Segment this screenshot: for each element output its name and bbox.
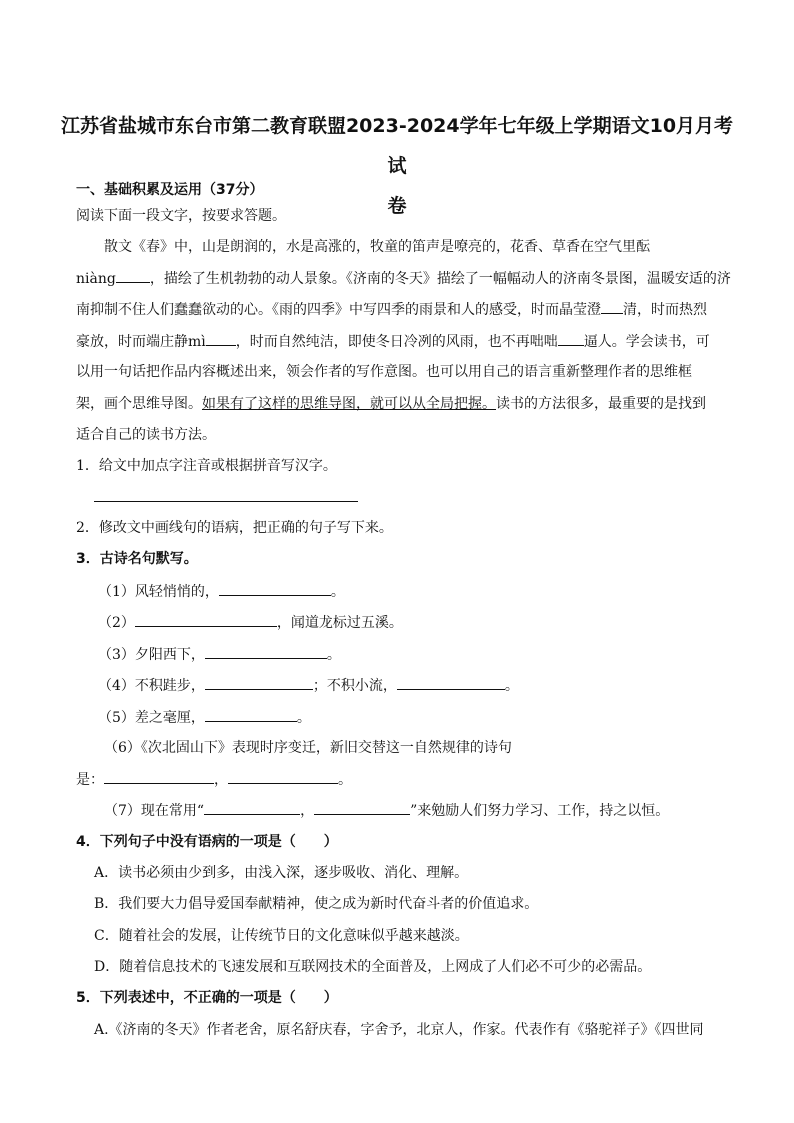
- q3-item-5: [98, 707, 311, 728]
- q5-option-a[interactable]: A.《济南的冬天》作者老舍，原名舒庆春，字舍予，北京人，作家。代表作有《骆驼祥子》《四世同: [94, 1022, 704, 1038]
- q3-item-7-end: ”来勉励人们努力学习、工作，持之以恒。: [410, 803, 670, 819]
- q3-item-6-answer: [76, 769, 352, 790]
- q3-blank-2[interactable]: [135, 612, 277, 627]
- q3-blank-3[interactable]: [205, 644, 327, 659]
- question-3: 3．古诗名句默写。: [76, 551, 198, 567]
- q3-blank-4b[interactable]: [397, 675, 505, 690]
- section-instruction: 阅读下面一段文字，按要求答题。: [76, 208, 286, 224]
- q3-item-7: [104, 800, 669, 821]
- q3-item-7-text: （7）现在常用“: [104, 803, 205, 819]
- q3-item-2-end: ，闻道龙标过五溪。: [276, 615, 403, 631]
- q3-blank-5[interactable]: [205, 707, 297, 722]
- q4-option-a[interactable]: A．读书必须由少到多，由浅入深，逐步吸收、消化、理解。: [94, 865, 469, 881]
- blank-mi[interactable]: [206, 331, 236, 346]
- pinyin-niang: niàng: [76, 271, 116, 287]
- exam-title-line2: 卷: [387, 195, 407, 217]
- q3-item-4-text: （4）不积跬步，: [98, 678, 205, 694]
- q3-item-5-text: （5）差之毫厘，: [98, 710, 205, 726]
- exam-title-line1: 江苏省盐城市东台市第二教育联盟2023-2024学年七年级上学期语文10月月考试: [60, 115, 734, 177]
- q3-item-3: [98, 644, 341, 665]
- passage-line-3: [76, 299, 707, 320]
- passage-line-3-end: 清，时而热烈: [623, 302, 707, 318]
- q3-blank-7b[interactable]: [314, 800, 410, 815]
- q3-item-3-text: （3）夕阳西下，: [98, 647, 205, 663]
- q3-item-7-comma: ，: [300, 803, 315, 819]
- passage-line-4-end: 逼人。学会读书，可: [583, 334, 710, 350]
- section-heading: 一、基础积累及运用（37分）: [76, 182, 264, 198]
- q3-item-4: [98, 675, 519, 696]
- question-5: 5．下列表述中，不正确的一项是（ ）: [76, 990, 338, 1006]
- passage-line-7: 适合自己的读书方法。: [76, 427, 216, 443]
- q3-blank-1[interactable]: [219, 581, 331, 596]
- q4-option-d[interactable]: D．随着信息技术的飞速发展和互联网技术的全面普及，上网成了人们必不可少的必需品。: [94, 959, 652, 975]
- passage-line-2-text: ，描绘了生机勃勃的动人景象。《济南的冬天》描绘了一幅幅动人的济南冬景图，温暖安适的济: [149, 271, 731, 287]
- q3-item-6-end: 。: [338, 772, 352, 788]
- q4-option-b[interactable]: B．我们要大力倡导爱国奉献精神，使之成为新时代奋斗者的价值追求。: [94, 896, 539, 912]
- pinyin-mi: 豪放，时而端庄静mì: [76, 334, 206, 350]
- q3-item-3-end: 。: [326, 647, 341, 663]
- passage-line-6: [76, 394, 706, 414]
- q3-item-2-text: （2）: [98, 615, 135, 631]
- q3-blank-4a[interactable]: [205, 675, 313, 690]
- q4-option-c[interactable]: C．随着社会的发展，让传统节日的文化意味似乎越来越淡。: [94, 928, 469, 944]
- question-1: 1．给文中加点字注音或根据拼音写汉字。: [76, 458, 337, 474]
- q3-item-5-end: 。: [296, 710, 311, 726]
- q3-blank-7a[interactable]: [204, 800, 300, 815]
- q3-item-2: [98, 612, 403, 633]
- blank-duo[interactable]: [558, 331, 584, 346]
- q3-item-4-end: 。: [504, 678, 519, 694]
- passage-line-5: 以用一句话把作品内容概述出来，领会作者的写作意图。也可以用自己的语言重新整理作者的思维框: [76, 364, 692, 380]
- passage-line-4: [76, 331, 710, 352]
- blank-niang[interactable]: [116, 268, 150, 283]
- q3-blank-6a[interactable]: [104, 769, 214, 784]
- q3-blank-6b[interactable]: [228, 769, 338, 784]
- q3-item-1-end: 。: [330, 584, 345, 600]
- question-1-answer-line[interactable]: [94, 501, 358, 502]
- passage-line-6-end: 读书的方法很多，最重要的是找到: [496, 396, 706, 412]
- q3-item-1: [98, 581, 345, 602]
- question-4: 4．下列句子中没有语病的一项是（ ）: [76, 834, 338, 850]
- q3-item-1-text: （1）风轻悄悄的，: [98, 584, 219, 600]
- q3-item-6-label: 是：: [76, 772, 104, 788]
- passage-line-1: 散文《春》中，山是朗润的，水是高涨的，牧童的笛声是嘹亮的，花香、草香在空气里酝: [104, 239, 650, 255]
- q3-item-4-mid: ；不积小流，: [312, 678, 397, 694]
- passage-line-6-start: 架，画个思维导图。: [76, 396, 202, 412]
- q3-item-6: （6）《次北固山下》表现时序变迁，新旧交替这一自然规律的诗句: [104, 740, 512, 756]
- passage-line-3-text: 南抑制不住人们蠢蠢欲动的心。《雨的四季》中写四季的雨景和人的感受，时而晶莹澄: [76, 302, 601, 318]
- underlined-sentence: 如果有了这样的思维导图，就可以从全局把握。: [202, 396, 496, 412]
- question-2: 2．修改文中画线句的语病，把正确的句子写下来。: [76, 520, 393, 536]
- q3-item-6-comma: ，: [214, 772, 228, 788]
- passage-line-2: [76, 268, 731, 289]
- passage-line-4-text: ，时而自然纯洁，即使冬日冷冽的风雨，也不再咄咄: [235, 334, 558, 350]
- blank-cheng[interactable]: [601, 299, 623, 314]
